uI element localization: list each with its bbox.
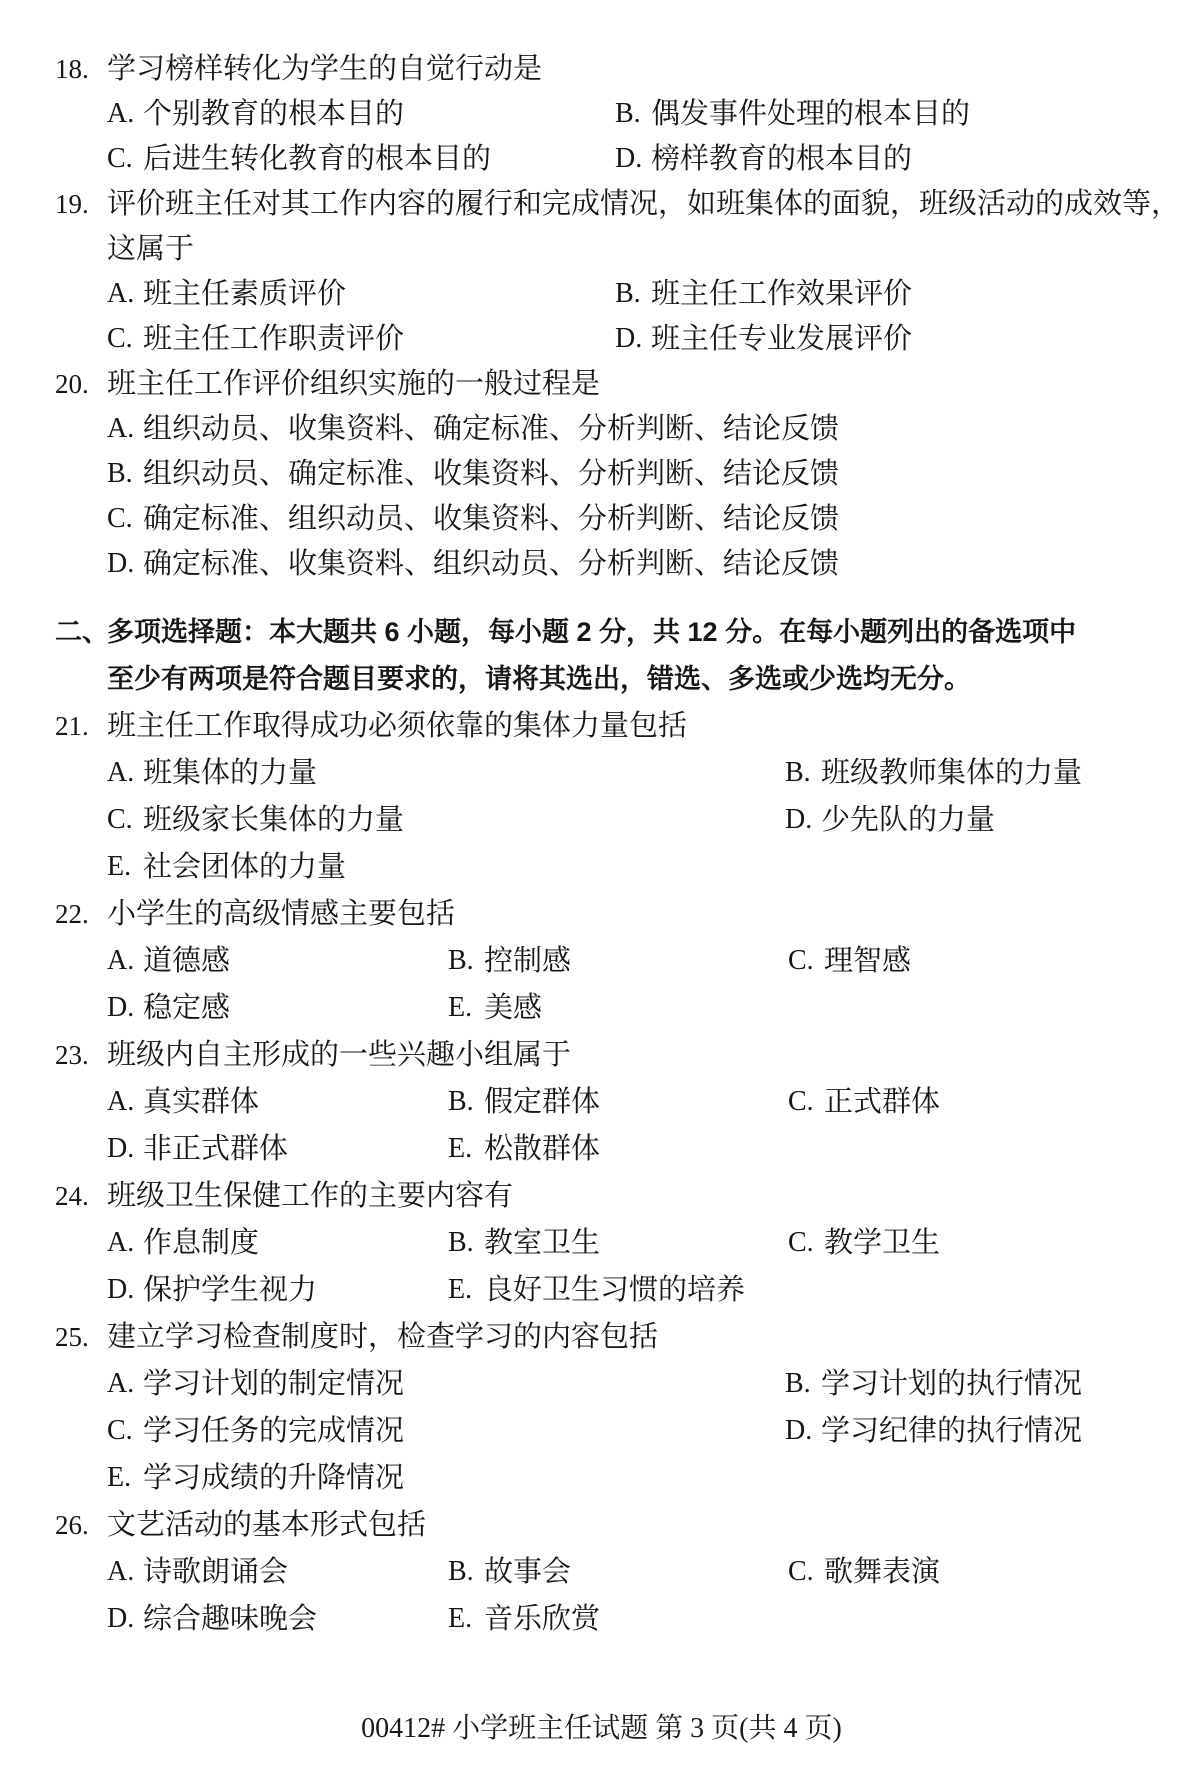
option-label: B. (785, 757, 811, 788)
option-text: 作息制度 (143, 1227, 260, 1259)
options-row (55, 457, 1187, 491)
options-row (55, 850, 1187, 884)
option-text: 保护学生视力 (143, 1274, 318, 1306)
option-e (448, 1132, 600, 1166)
option-text: 良好卫生习惯的培养 (484, 1274, 746, 1306)
option-text: 个别教育的根本目的 (143, 98, 405, 130)
option-label: D. (107, 548, 135, 579)
question-stem-row (55, 1038, 1187, 1072)
option-label: B. (448, 1227, 474, 1258)
question-stem: 文艺活动的基本形式包括 (107, 1509, 427, 1541)
option-a (107, 756, 785, 790)
options-row (55, 1461, 1187, 1495)
option-label: C. (788, 945, 814, 976)
options-row (55, 1085, 1187, 1119)
option-label: A. (107, 1368, 135, 1399)
option-text: 班集体的力量 (143, 757, 318, 789)
option-label: E. (107, 851, 132, 882)
option-label: C. (107, 1415, 133, 1446)
option-d (785, 1414, 1082, 1448)
option-d (615, 142, 912, 176)
option-label: D. (107, 1274, 135, 1305)
option-c (107, 142, 615, 176)
option-b (448, 1555, 788, 1589)
option-label: C. (107, 503, 133, 534)
option-text: 班主任工作效果评价 (651, 278, 913, 310)
option-text: 确定标准、收集资料、组织动员、分析判断、结论反馈 (143, 548, 840, 580)
option-text: 歌舞表演 (824, 1556, 941, 1588)
section-heading-line2 (55, 662, 1187, 696)
question-stem-row2 (55, 232, 1187, 266)
option-a (107, 944, 448, 978)
options-row (55, 322, 1187, 356)
options-row (55, 547, 1187, 581)
option-text: 组织动员、确定标准、收集资料、分析判断、结论反馈 (143, 458, 840, 490)
option-e (107, 850, 346, 884)
question-stem: 小学生的高级情感主要包括 (107, 898, 456, 930)
option-label: B. (615, 98, 641, 129)
option-label: C. (788, 1556, 814, 1587)
question-23 (55, 1038, 1187, 1166)
option-b (448, 1085, 788, 1119)
options-row (55, 991, 1187, 1025)
question-20 (55, 367, 1187, 581)
question-number: 26. (55, 1510, 89, 1540)
options-row (55, 756, 1187, 790)
question-number: 19. (55, 189, 89, 219)
option-text: 稳定感 (143, 992, 231, 1024)
option-label: B. (107, 458, 133, 489)
option-a (107, 97, 615, 131)
option-label: C. (107, 323, 133, 354)
question-number: 23. (55, 1040, 89, 1070)
option-d (107, 547, 839, 581)
option-label: C. (788, 1227, 814, 1258)
question-26 (55, 1508, 1187, 1636)
option-text: 确定标准、组织动员、收集资料、分析判断、结论反馈 (143, 503, 840, 535)
question-stem: 班级内自主形成的一些兴趣小组属于 (107, 1039, 572, 1071)
option-text: 班级教师集体的力量 (821, 757, 1083, 789)
option-text: 故事会 (484, 1556, 572, 1588)
question-stem-row (55, 187, 1187, 221)
options-row (55, 502, 1187, 536)
option-text: 正式群体 (824, 1086, 941, 1118)
question-stem-line2: 这属于 (107, 233, 195, 265)
option-text: 榜样教育的根本目的 (651, 143, 913, 175)
option-label: D. (107, 1133, 135, 1164)
question-24 (55, 1179, 1187, 1307)
option-text: 学习任务的完成情况 (143, 1415, 405, 1447)
option-text: 学习计划的执行情况 (821, 1368, 1083, 1400)
option-c (788, 1555, 940, 1589)
option-label: B. (785, 1368, 811, 1399)
option-a (107, 412, 839, 446)
option-b (785, 756, 1082, 790)
options-row (55, 1273, 1187, 1307)
option-d (107, 1273, 448, 1307)
question-number: 22. (55, 899, 89, 929)
question-stem-row (55, 709, 1187, 743)
option-d (785, 803, 995, 837)
option-text: 教室卫生 (484, 1227, 601, 1259)
options-row (55, 803, 1187, 837)
options-row (55, 1132, 1187, 1166)
option-label: A. (107, 1086, 135, 1117)
option-label: C. (107, 804, 133, 835)
option-d (107, 991, 448, 1025)
option-text: 班主任素质评价 (143, 278, 347, 310)
option-text: 非正式群体 (143, 1133, 289, 1165)
option-text: 学习成绩的升降情况 (143, 1462, 405, 1494)
option-text: 少先队的力量 (821, 804, 996, 836)
options-row (55, 1226, 1187, 1260)
option-a (107, 1085, 448, 1119)
question-stem: 班主任工作评价组织实施的一般过程是 (107, 368, 601, 400)
option-label: E. (448, 1133, 473, 1164)
option-c (107, 322, 615, 356)
option-b (785, 1367, 1082, 1401)
options-row (55, 1555, 1187, 1589)
option-text: 综合趣味晚会 (143, 1603, 318, 1635)
option-label: A. (107, 1227, 135, 1258)
section-marker: 二、 (55, 617, 109, 647)
question-18 (55, 52, 1187, 176)
option-label: C. (107, 143, 133, 174)
question-number: 24. (55, 1181, 89, 1211)
section-heading-text: 多项选择题：本大题共 6 小题，每小题 2 分，共 12 分。在每小题列出的备选项中 (107, 617, 1077, 647)
section-heading-text: 至少有两项是符合题目要求的，请将其选出，错选、多选或少选均无分。 (107, 664, 971, 694)
question-stem: 建立学习检查制度时，检查学习的内容包括 (107, 1321, 659, 1353)
question-stem-row (55, 1179, 1187, 1213)
option-text: 真实群体 (143, 1086, 260, 1118)
option-text: 组织动员、收集资料、确定标准、分析判断、结论反馈 (143, 413, 840, 445)
option-text: 教学卫生 (824, 1227, 941, 1259)
option-label: E. (448, 1603, 473, 1634)
option-label: A. (107, 278, 135, 309)
option-e (448, 1273, 745, 1307)
option-b (107, 457, 839, 491)
option-b (448, 944, 788, 978)
option-b (448, 1226, 788, 1260)
option-label: A. (107, 757, 135, 788)
option-a (107, 1555, 448, 1589)
option-c (788, 1226, 940, 1260)
option-text: 社会团体的力量 (143, 851, 347, 883)
option-text: 班主任工作职责评价 (143, 323, 405, 355)
option-text: 偶发事件处理的根本目的 (651, 98, 971, 130)
option-text: 班级家长集体的力量 (143, 804, 405, 836)
option-b (615, 277, 912, 311)
option-d (107, 1132, 448, 1166)
option-d (615, 322, 912, 356)
options-row (55, 944, 1187, 978)
option-e (107, 1461, 404, 1495)
option-text: 学习计划的制定情况 (143, 1368, 405, 1400)
option-label: D. (615, 323, 643, 354)
question-stem-row (55, 367, 1187, 401)
question-stem: 班级卫生保健工作的主要内容有 (107, 1180, 514, 1212)
option-text: 班主任专业发展评价 (651, 323, 913, 355)
option-label: D. (107, 992, 135, 1023)
options-row (55, 97, 1187, 131)
option-label: A. (107, 413, 135, 444)
option-label: E. (448, 992, 473, 1023)
options-row (55, 1367, 1187, 1401)
option-text: 假定群体 (484, 1086, 601, 1118)
question-number: 18. (55, 54, 89, 84)
options-row (55, 1602, 1187, 1636)
option-c (107, 502, 839, 536)
question-stem-row (55, 52, 1187, 86)
option-label: A. (107, 945, 135, 976)
section-heading-line1 (55, 615, 1187, 649)
option-label: C. (788, 1086, 814, 1117)
question-stem: 班主任工作取得成功必须依靠的集体力量包括 (107, 710, 688, 742)
option-text: 松散群体 (484, 1133, 601, 1165)
question-number: 20. (55, 369, 89, 399)
option-text: 学习纪律的执行情况 (821, 1415, 1083, 1447)
options-row (55, 142, 1187, 176)
option-text: 理智感 (824, 945, 912, 977)
option-text: 美感 (484, 992, 543, 1024)
option-c (788, 944, 911, 978)
option-label: A. (107, 98, 135, 129)
question-stem: 学习榜样转化为学生的自觉行动是 (107, 53, 543, 85)
question-22 (55, 897, 1187, 1025)
option-label: B. (448, 945, 474, 976)
option-c (788, 1085, 940, 1119)
options-row (55, 412, 1187, 446)
options-row (55, 277, 1187, 311)
option-label: B. (448, 1086, 474, 1117)
option-e (448, 991, 542, 1025)
option-label: D. (785, 1415, 813, 1446)
option-text: 诗歌朗诵会 (143, 1556, 289, 1588)
page-footer: 00412# 小学班主任试题 第 3 页(共 4 页) (361, 1713, 842, 1744)
question-number: 21. (55, 711, 89, 741)
option-d (107, 1602, 448, 1636)
option-text: 后进生转化教育的根本目的 (143, 143, 492, 175)
option-a (107, 1367, 785, 1401)
option-text: 控制感 (484, 945, 572, 977)
question-stem-row (55, 897, 1187, 931)
question-21 (55, 709, 1187, 884)
option-label: B. (615, 278, 641, 309)
option-label: E. (448, 1274, 473, 1305)
question-number: 25. (55, 1322, 89, 1352)
option-label: E. (107, 1462, 132, 1493)
option-c (107, 1414, 785, 1448)
option-c (107, 803, 785, 837)
option-a (107, 1226, 448, 1260)
section-2 (55, 615, 1187, 1636)
option-label: D. (615, 143, 643, 174)
option-label: D. (785, 804, 813, 835)
option-b (615, 97, 970, 131)
question-stem-row (55, 1508, 1187, 1542)
question-stem-line1: 评价班主任对其工作内容的履行和完成情况，如班集体的面貌，班级活动的成效等， (107, 188, 1181, 220)
option-label: B. (448, 1556, 474, 1587)
option-text: 道德感 (143, 945, 231, 977)
question-19 (55, 187, 1187, 356)
option-e (448, 1602, 600, 1636)
question-25 (55, 1320, 1187, 1495)
option-label: A. (107, 1556, 135, 1587)
option-text: 音乐欣赏 (484, 1603, 601, 1635)
option-a (107, 277, 615, 311)
question-stem-row (55, 1320, 1187, 1354)
options-row (55, 1414, 1187, 1448)
option-label: D. (107, 1603, 135, 1634)
